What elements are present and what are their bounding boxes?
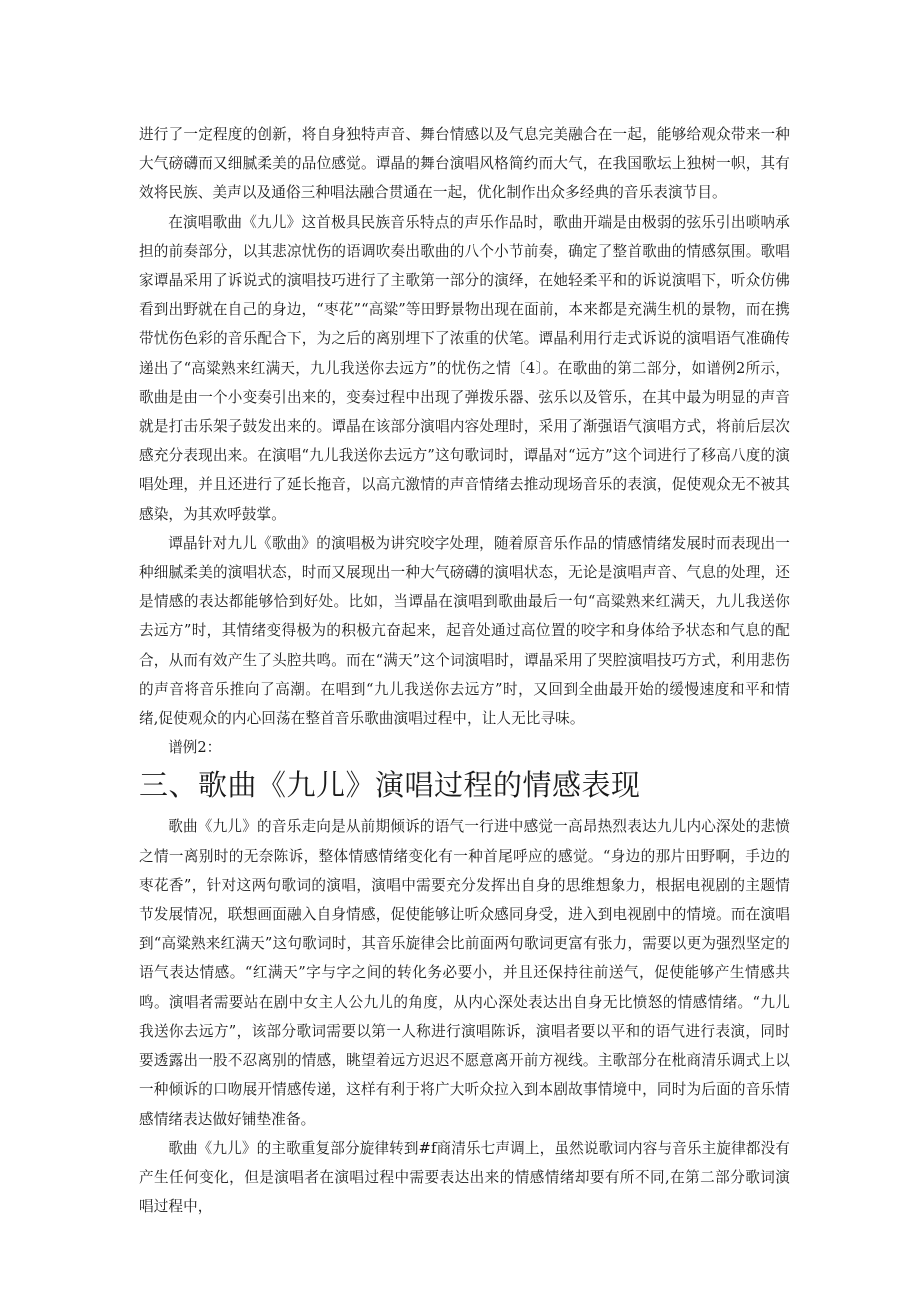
score-example-label: 谱例2： — [168, 739, 222, 757]
paragraph-intro-continuation: 进行了一定程度的创新，将自身独特声音、舞台情感以及气息完美融合在一起，能够给观众带来一种大气磅礴而又细腻柔美的品位感觉。谭晶的舞台演唱风格简约而大气，在我国歌坛上独树一帜，其有效将民族、美声以及通俗三种唱法融合贯通在一起，优化制作出众多经典的音乐表演节目。 — [139, 126, 790, 202]
paragraph-emotional-expression: 歌曲《九儿》的音乐走向是从前期倾诉的语气一行进中感觉一高昂热烈表达九儿内心深处的悲愤之情一离别时的无奈陈诉，整体情感情绪变化有一种首尾呼应的感觉。“身边的那片田野啊，手边的枣花香”，针对这两句歌词的演唱，演唱中需要充分发挥出自身的思维想象力，根据电视剧的主题情节发展情况，联想画面融入自身情感，促使能够让听众感同身受，进入到电视剧中的情境。而在演唱到“高粱熟来红满天”这句歌词时，其音乐旋律会比前面两句歌词更富有张力，需要以更为强烈坚定的语气表达情感。“红满天”字与字之间的转化务必要小，并且还保持往前送气，促使能够产生情感共鸣。演唱者需要站在剧中女主人公九儿的角度，从内心深处表达出自身无比愤怒的情感情绪。“九儿我送你去远方”，该部分歌词需要以第一人称进行演唱陈诉，演唱者要以平和的语气进行表演，同时要透露出一股不忍离别的情感，眺望着远方迟迟不愿意离开前方视线。主歌部分在枇商清乐调式上以一种倾诉的口吻展开情感传递，这样有利于将广大听众拉入到本剧故事情境中，同时为后面的音乐情感情绪表达做好铺垫准备。 — [139, 818, 790, 1128]
paragraph-articulation: 谭晶针对九儿《歌曲》的演唱极为讲究咬字处理，随着原音乐作品的情感情绪发展时而表现出一种细腻柔美的演唱状态，时而又展现出一种大气磅礴的演唱状态，无论是演唱声音、气息的处理，还是情感的表达都能够恰到好处。比如，当谭晶在演唱到歌曲最后一句“高粱熟来红满天，九儿我送你去远方”时，其情绪变得极为的积极亢奋起来，起音处通过高位置的咬字和身体给予状态和气息的配合，从而有效产生了头腔共鸣。而在“满天”这个词演唱时，谭晶采用了哭腔演唱技巧方式，利用悲伤的声音将音乐推向了高潮。在唱到“九儿我送你去远方”时，又回到全曲最开始的缓慢速度和平和情绪,促使观众的内心回荡在整首音乐歌曲演唱过程中，让人无比寻味。 — [139, 534, 790, 728]
section-heading: 三、歌曲《九儿》演唱过程的情感表现 — [139, 768, 641, 803]
paragraph-singing-analysis: 在演唱歌曲《九儿》这首极具民族音乐特点的声乐作品时，歌曲开端是由极弱的弦乐引出唢呐承担的前奏部分，以其悲凉忧伤的语调吹奏出歌曲的八个小节前奏，确定了整首歌曲的情感氛围。歌唱家谭晶采用了诉说式的演唱技巧进行了主歌第一部分的演绎，在她轻柔平和的诉说演唱下，听众仿佛看到出野就在自己的身边，“枣花”“高粱”等田野景物出现在面前，本来都是充满生机的景物，而在携带忧伤色彩的音乐配合下，为之后的离别埋下了浓重的伏笔。谭晶利用行走式诉说的演唱语气准确传递出了“高粱熟来红满天，九儿我送你去远方”的忧伤之情〔4〕。在歌曲的第二部分，如谱例2所示，歌曲是由一个小变奏引出来的，变奏过程中出现了弹拨乐器、弦乐以及管乐，在其中最为明显的声音就是打击乐架子鼓发出来的。谭晶在该部分演唱内容处理时，采用了渐强语气演唱方式，将前后层次感充分表现出来。在演唱“九儿我送你去远方”这句歌词时，谭晶对“远方”这个词进行了移高八度的演唱处理，并且还进行了延长拖音，以高亢激情的声音情绪去推动现场音乐的表演，促使观众无不被其感染，为其欢呼鼓掌。 — [139, 213, 790, 523]
document-page — [139, 120, 790, 1221]
paragraph-chorus-repeat: 歌曲《九儿》的主歌重复部分旋律转到#f商清乐七声调上，虽然说歌词内容与音乐主旋律都没有产生任何变化，但是演唱者在演唱过程中需要表达出来的情感情绪却要有所不同,在第二部分歌词演唱过程中， — [139, 1139, 790, 1216]
